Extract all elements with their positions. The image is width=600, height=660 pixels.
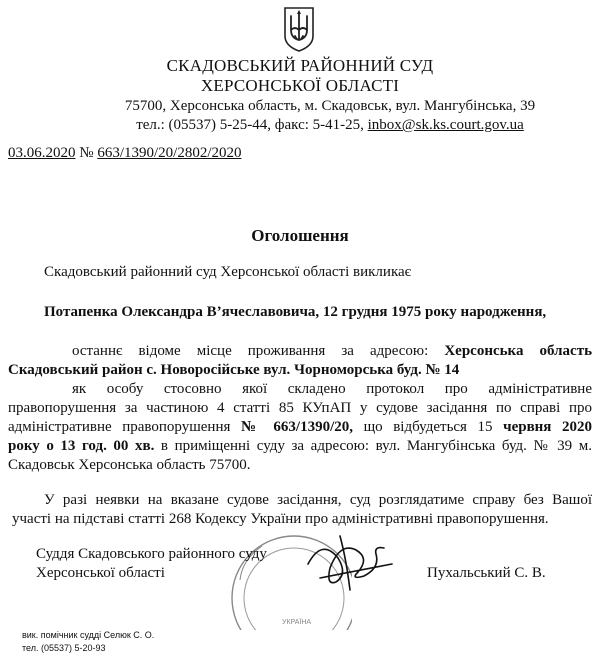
document-date: 03.06.2020: [8, 145, 76, 161]
document-reference: [8, 145, 241, 162]
protocol-line-4: [8, 437, 592, 456]
hearing-month-year: червня 2020: [503, 419, 592, 435]
residence-label: останнє відоме місце проживання за адресою:: [72, 343, 445, 359]
stamp-text: УКРАЇНА: [282, 619, 312, 626]
hearing-time: року о 13 год. 00 хв.: [8, 438, 155, 454]
protocol-line-5: Скадовськ Херсонська область 75700.: [8, 457, 251, 473]
signer-title-line-1: Суддя Скадовського районного суду: [36, 546, 267, 562]
hearing-day-label: що відбудеться 15: [353, 419, 504, 435]
person-name: Потапенка Олександра В’ячеславовича, 12 грудня 1975 року народження,: [44, 304, 547, 320]
assistant-line: вик. помічник судді Селюк С. О.: [22, 630, 155, 640]
protocol-line-3: [8, 418, 592, 437]
protocol-line-2: правопорушення за частиною 4 статті 85 КУпАП у судове засідання по справі про: [8, 400, 592, 416]
court-name: СКАДОВСЬКИЙ РАЙОННИЙ СУД: [166, 56, 434, 75]
assistant-phone: тел. (05537) 5-20-93: [22, 643, 106, 653]
page-title: Оголошення: [251, 226, 349, 245]
judge-signature: [300, 528, 400, 598]
number-prefix: №: [75, 145, 98, 161]
court-region: ХЕРСОНСЬКОЇ ОБЛАСТІ: [200, 76, 400, 95]
email-link[interactable]: inbox@sk.ks.court.gov.ua: [367, 117, 524, 133]
hearing-address: в приміщенні суду за адресою: вул. Мангубінська буд. № 39 м.: [154, 438, 593, 454]
protocol-line-1: як особу стосовно якої складено протокол про адміністративне: [72, 381, 592, 397]
signer-title-line-2: Херсонської області: [36, 565, 165, 581]
body-paragraph-1: Скадовський районний суд Херсонської області викликає: [44, 264, 412, 280]
notice-line-1: У разі неявки на вказане судове засідання, суд розглядатиме справу без Вашої: [44, 492, 592, 508]
case-label: адміністративне правопорушення: [8, 419, 241, 435]
residence-line-2: Скадовський район с. Новоросійське вул. Чорноморська буд. № 14: [8, 362, 460, 378]
court-address: 75700, Херсонська область, м. Скадовськ, вул. Мангубінська, 39: [124, 98, 536, 114]
residence-line-1: [72, 342, 592, 361]
court-contacts: [90, 117, 570, 134]
case-number: № 663/1390/20,: [240, 419, 354, 435]
residence-region: Херсонська область: [444, 343, 592, 359]
notice-line-2: участі на підставі статті 268 Кодексу України про адміністративні правопорушення.: [12, 511, 549, 527]
document-number: 663/1390/20/2802/2020: [97, 145, 242, 161]
phone-fax: тел.: (05537) 5-25-44, факс: 5-41-25,: [136, 117, 368, 133]
coat-of-arms-icon: [283, 6, 315, 52]
judge-name: Пухальський С. В.: [427, 565, 546, 581]
